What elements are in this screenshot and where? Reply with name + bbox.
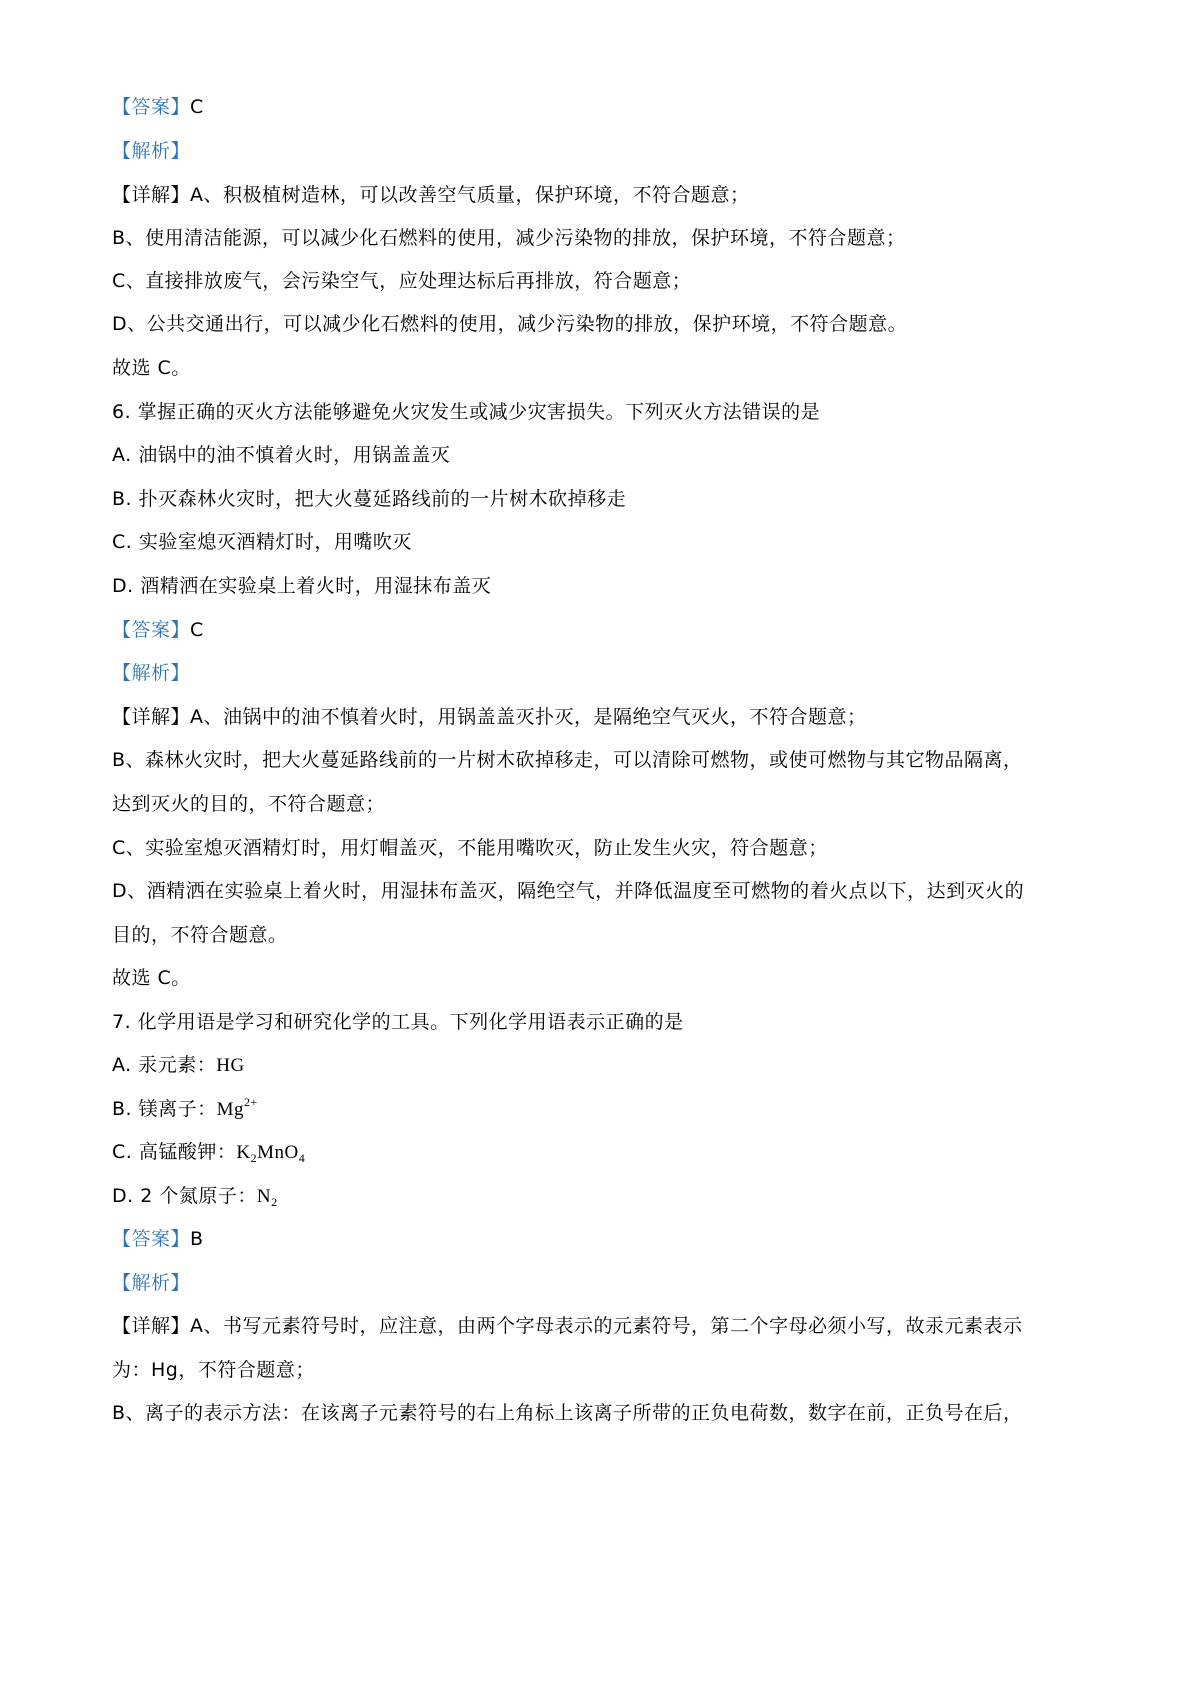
- formula: HG: [216, 1055, 245, 1076]
- q6-detail-line: [112, 705, 867, 729]
- q6-detail-line: B、森林火灾时，把大火蔓延路线前的一片树木砍掉移走，可以清除可燃物，或使可燃物与其它物品隔离，: [112, 749, 1023, 771]
- option-label: A. 汞元素：: [112, 1054, 217, 1076]
- q7-analysis-tag: 【解析】: [112, 1272, 191, 1294]
- q6-analysis-tag: 【解析】: [112, 662, 191, 684]
- q5-detail-line: C、直接排放废气，会污染空气，应处理达标后再排放，符合题意；: [112, 270, 692, 292]
- formula: Mg: [216, 1099, 245, 1120]
- q7-answer-line: [112, 1227, 204, 1251]
- q5-detail-line: D、公共交通出行，可以减少化石燃料的使用，减少污染物的排放，保护环境，不符合题意。: [112, 313, 908, 335]
- detail-text: A、书写元素符号时，应注意，由两个字母表示的元素符号，第二个字母必须小写，故汞元素表示: [190, 1315, 1023, 1337]
- q6-conclusion: 故选 C。: [112, 967, 191, 989]
- q6-option-d: D. 酒精洒在实验桌上着火时，用湿抹布盖灭: [112, 575, 492, 597]
- q6-detail-line: 目的，不符合题意。: [112, 924, 288, 946]
- q7-detail-line: B、离子的表示方法：在该离子元素符号的右上角标上该离子所带的正负电荷数，数字在前，正负号在后，: [112, 1402, 1023, 1424]
- q6-answer-line: [112, 618, 204, 642]
- answer-tag: 【答案】: [112, 619, 191, 641]
- detail-text: A、油锅中的油不慎着火时，用锅盖盖灭扑灭，是隔绝空气灭火，不符合题意；: [190, 706, 867, 728]
- detail-text: A、积极植树造林，可以改善空气质量，保护环境，不符合题意；: [190, 184, 750, 206]
- detail-tag: 【详解】: [112, 1315, 191, 1337]
- q6-detail-line: 达到灭火的目的，不符合题意；: [112, 793, 386, 815]
- answer-value: C: [190, 619, 204, 641]
- q6-detail-line: C、实验室熄灭酒精灯时，用灯帽盖灭，不能用嘴吹灭，防止发生火灾，符合题意；: [112, 837, 828, 859]
- q5-detail-line: [112, 183, 750, 207]
- q5-conclusion: 故选 C。: [112, 357, 191, 379]
- formula: N: [256, 1186, 272, 1207]
- q6-option-b: B. 扑灭森林火灾时，把大火蔓延路线前的一片树木砍掉移走: [112, 488, 627, 510]
- answer-value: B: [190, 1228, 204, 1250]
- option-label: B. 镁离子：: [112, 1098, 217, 1120]
- q7-detail-line: 为：Hg，不符合题意；: [112, 1359, 315, 1381]
- formula: K: [236, 1142, 251, 1163]
- q7-detail-line: [112, 1314, 1023, 1338]
- q6-option-a: A. 油锅中的油不慎着火时，用锅盖盖灭: [112, 444, 451, 466]
- formula-subscript: 2: [250, 1151, 258, 1165]
- detail-tag: 【详解】: [112, 184, 191, 206]
- q7-option-a: [112, 1053, 245, 1077]
- q7-option-d: [112, 1184, 278, 1208]
- q7-stem: 7. 化学用语是学习和研究化学的工具。下列化学用语表示正确的是: [112, 1011, 684, 1033]
- answer-value: C: [190, 96, 204, 118]
- q6-stem: 6. 掌握正确的灭火方法能够避免火灾发生或减少灾害损失。下列灭火方法错误的是: [112, 401, 821, 423]
- q7-option-c: [112, 1140, 305, 1164]
- q5-detail-line: B、使用清洁能源，可以减少化石燃料的使用，减少污染物的排放，保护环境，不符合题意；: [112, 227, 906, 249]
- option-label: D. 2 个氮原子：: [112, 1185, 257, 1207]
- q6-detail-line: D、酒精洒在实验桌上着火时，用湿抹布盖灭，隔绝空气，并降低温度至可燃物的着火点以下，达到灭火的: [112, 880, 1025, 902]
- q7-option-b: [112, 1097, 258, 1121]
- option-label: C. 高锰酸钾：: [112, 1141, 237, 1163]
- formula-subscript: 4: [298, 1151, 306, 1165]
- q6-option-c: C. 实验室熄灭酒精灯时，用嘴吹灭: [112, 531, 412, 553]
- answer-tag: 【答案】: [112, 1228, 191, 1250]
- formula: MnO: [257, 1142, 299, 1163]
- q5-answer-line: [112, 95, 204, 119]
- formula-subscript: 2: [271, 1195, 278, 1209]
- q5-analysis-tag: 【解析】: [112, 140, 191, 162]
- formula-superscript: 2+: [244, 1095, 258, 1109]
- answer-tag: 【答案】: [112, 96, 191, 118]
- detail-tag: 【详解】: [112, 706, 191, 728]
